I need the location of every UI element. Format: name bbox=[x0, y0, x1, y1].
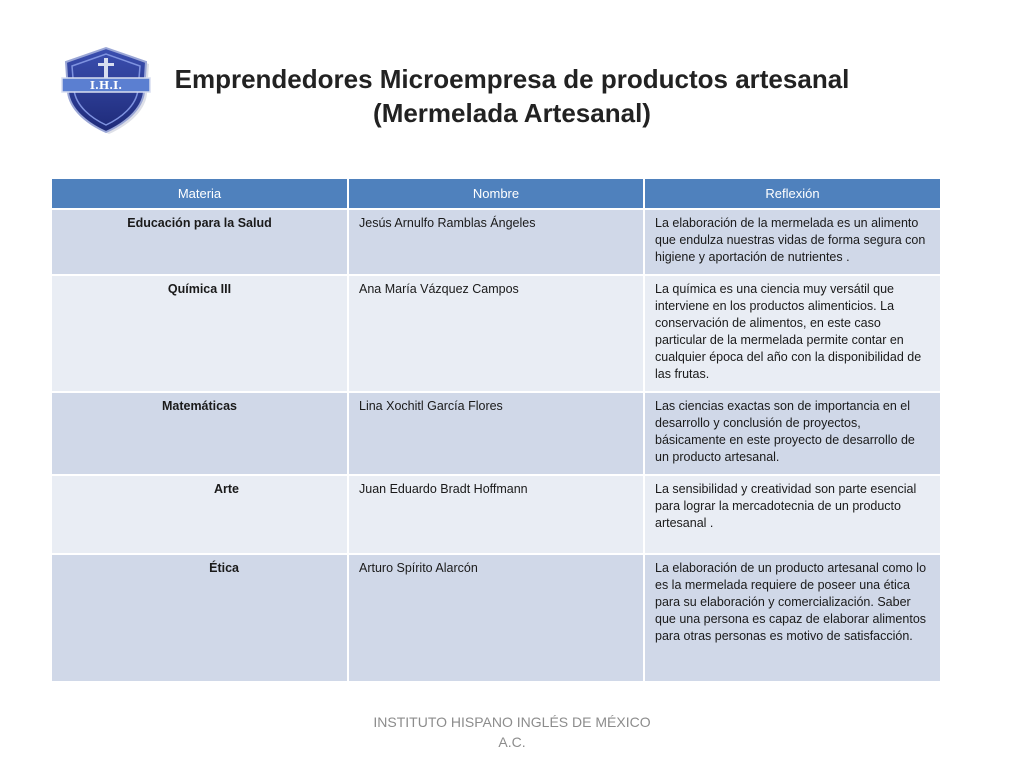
title-line-1: Emprendedores Microempresa de productos artesanal bbox=[174, 64, 850, 94]
footer-line-2: A.C. bbox=[498, 734, 526, 750]
cell-nombre: Lina Xochitl García Flores bbox=[348, 392, 644, 475]
header-materia: Materia bbox=[52, 179, 348, 209]
cell-nombre: Juan Eduardo Bradt Hoffmann bbox=[348, 475, 644, 554]
cell-nombre: Ana María Vázquez Campos bbox=[348, 275, 644, 392]
header-nombre: Nombre bbox=[348, 179, 644, 209]
cell-materia: Educación para la Salud bbox=[52, 209, 348, 275]
table-row bbox=[52, 275, 940, 392]
cell-reflexion: Las ciencias exactas son de importancia en el desarrollo y conclusión de proyectos, básicamente en este proyecto de desarrollo de un producto artesanal. bbox=[644, 392, 940, 475]
title-line-2: (Mermelada Artesanal) bbox=[373, 98, 651, 128]
subjects-table bbox=[52, 179, 940, 683]
cell-nombre: Jesús Arnulfo Ramblas Ángeles bbox=[348, 209, 644, 275]
header-reflexion: Reflexión bbox=[644, 179, 940, 209]
table-header-row bbox=[52, 179, 940, 209]
table-row bbox=[52, 554, 940, 682]
cell-reflexion: La química es una ciencia muy versátil que interviene en los productos alimenticios. La conservación de alimentos, en este caso particular de la mermelada permite contar en cualquier época del año con la disponibilidad de las frutas. bbox=[644, 275, 940, 392]
table-row bbox=[52, 475, 940, 554]
table-row bbox=[52, 392, 940, 475]
cell-materia: Ética bbox=[52, 554, 348, 682]
cell-materia: Arte bbox=[52, 475, 348, 554]
logo-text: I.H.I. bbox=[89, 79, 123, 92]
cell-nombre: Arturo Spírito Alarcón bbox=[348, 554, 644, 682]
footer-line-1: INSTITUTO HISPANO INGLÉS DE MÉXICO bbox=[373, 714, 651, 730]
cell-reflexion: La elaboración de un producto artesanal como lo es la mermelada requiere de poseer una ética para su elaboración y comercialización. Saber que una persona es capaz de elaborar alimentos para otras personas es motivo de satisfacción. bbox=[644, 554, 940, 682]
cell-reflexion: La elaboración de la mermelada es un alimento que endulza nuestras vidas de forma segura con higiene y aportación de nutrientes . bbox=[644, 209, 940, 275]
cell-materia: Matemáticas bbox=[52, 392, 348, 475]
cell-materia: Química III bbox=[52, 275, 348, 392]
footer-institution bbox=[362, 712, 662, 752]
table-row bbox=[52, 209, 940, 275]
cell-reflexion: La sensibilidad y creatividad son parte esencial para lograr la mercadotecnia de un producto artesanal . bbox=[644, 475, 940, 554]
page-title bbox=[150, 62, 874, 130]
institute-logo bbox=[58, 44, 154, 134]
shield-icon bbox=[58, 44, 154, 134]
